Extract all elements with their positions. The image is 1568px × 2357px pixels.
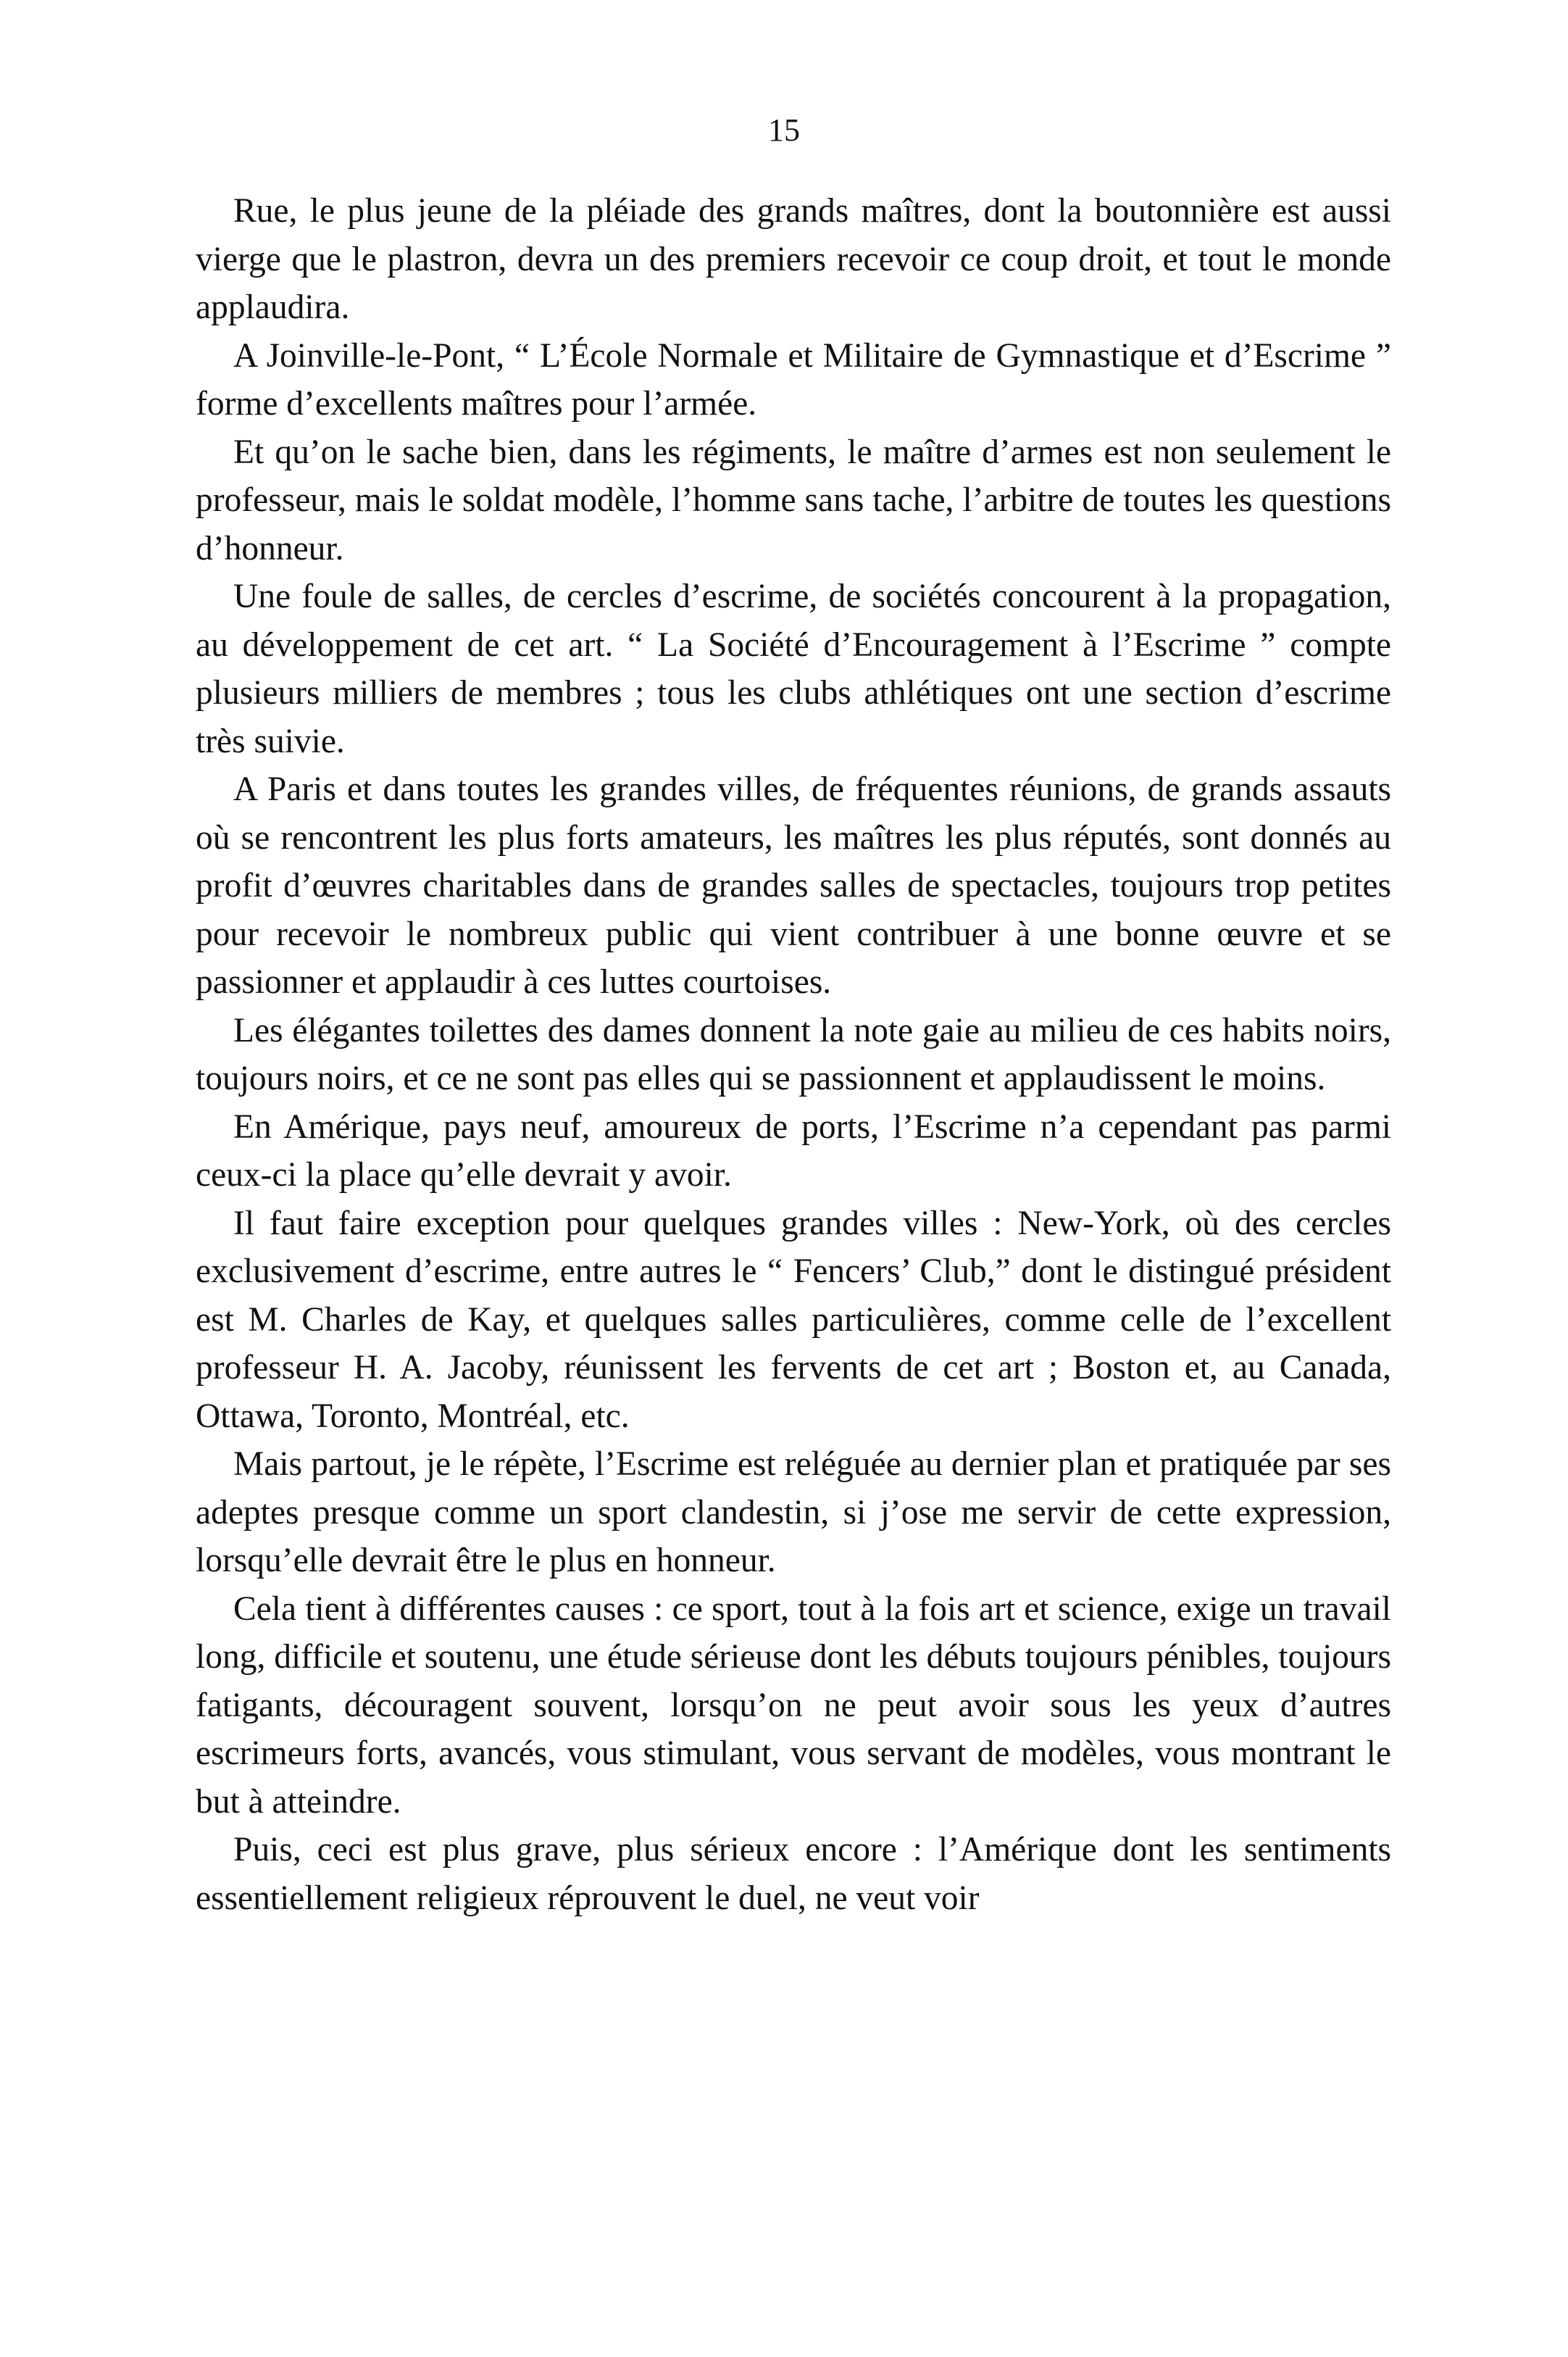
paragraph: Cela tient à différentes causes : ce sport, tout à la fois art et science, exige un travail long, difficile et soutenu, une étude sérieuse dont les débuts toujours pénibles, toujours fatigants, découragent souvent, lorsqu’on ne peut avoir sous les yeux d’autres escrimeurs forts, avancés, vous stimulant, vous servant de modèles, vous montrant le but à atteindre. — [196, 1589, 1391, 1821]
paragraph: Les élégantes toilettes des dames donnent la note gaie au milieu de ces habits noirs, toujours noirs, et ce ne sont pas elles qui se passionnent et applaudissent le moins. — [196, 1011, 1391, 1097]
paragraph: A Paris et dans toutes les grandes villes, de fréquentes réunions, de grands assauts où se rencontrent les plus forts amateurs, les maîtres les plus réputés, sont donnés au profit d’œuvres charitables dans de grandes salles de spectacles, toujours trop petites pour recevoir le nombreux public qui vient contribuer à une bonne œuvre et se passionner et applaudir à ces luttes courtoises. — [196, 770, 1391, 1001]
paragraph: Il faut faire exception pour quelques grandes villes : New-York, où des cercles exclusivement d’escrime, entre autres le “ Fencers’ Club,” dont le distingué président est M. Charles de Kay, et quelques salles particulières, comme celle de l’excellent professeur H. A. Jacoby, réunissent les fervents de cet art ; Boston et, au Canada, Ottawa, Toronto, Montréal, etc. — [196, 1204, 1391, 1435]
paragraph: Rue, le plus jeune de la pléiade des grands maîtres, dont la boutonnière est aussi vierge que le plastron, devra un des premiers recevoir ce coup droit, et tout le monde applaudira. — [196, 192, 1391, 326]
body-text — [196, 187, 1391, 1922]
paragraph: Puis, ceci est plus grave, plus sérieux encore : l’Amérique dont les sentiments essentiellement religieux réprouvent le duel, ne veut voir — [196, 1831, 1391, 1917]
paragraph: En Amérique, pays neuf, amoureux de ports, l’Escrime n’a cependant pas parmi ceux-ci la place qu’elle devrait y avoir. — [196, 1107, 1391, 1194]
paragraph: Et qu’on le sache bien, dans les régiments, le maître d’armes est non seulement le professeur, mais le soldat modèle, l’homme sans tache, l’arbitre de toutes les questions d’honneur. — [196, 433, 1391, 568]
paragraph: Mais partout, je le répète, l’Escrime est reléguée au dernier plan et pratiquée par ses adeptes presque comme un sport clandestin, si j’ose me servir de cette expression, lorsqu’elle devrait être le plus en honneur. — [196, 1445, 1391, 1579]
paragraph: A Joinville-le-Pont, “ L’École Normale et Militaire de Gymnastique et d’Escrime ” forme d’excellents maîtres pour l’armée. — [196, 336, 1391, 423]
page-number: 15 — [768, 112, 800, 148]
paragraph: Une foule de salles, de cercles d’escrime, de sociétés concourent à la propagation, au développement de cet art. “ La Société d’Encouragement à l’Escrime ” compte plusieurs milliers de membres ; tous les clubs athlétiques ont une section d’escrime très suivie. — [196, 578, 1391, 760]
